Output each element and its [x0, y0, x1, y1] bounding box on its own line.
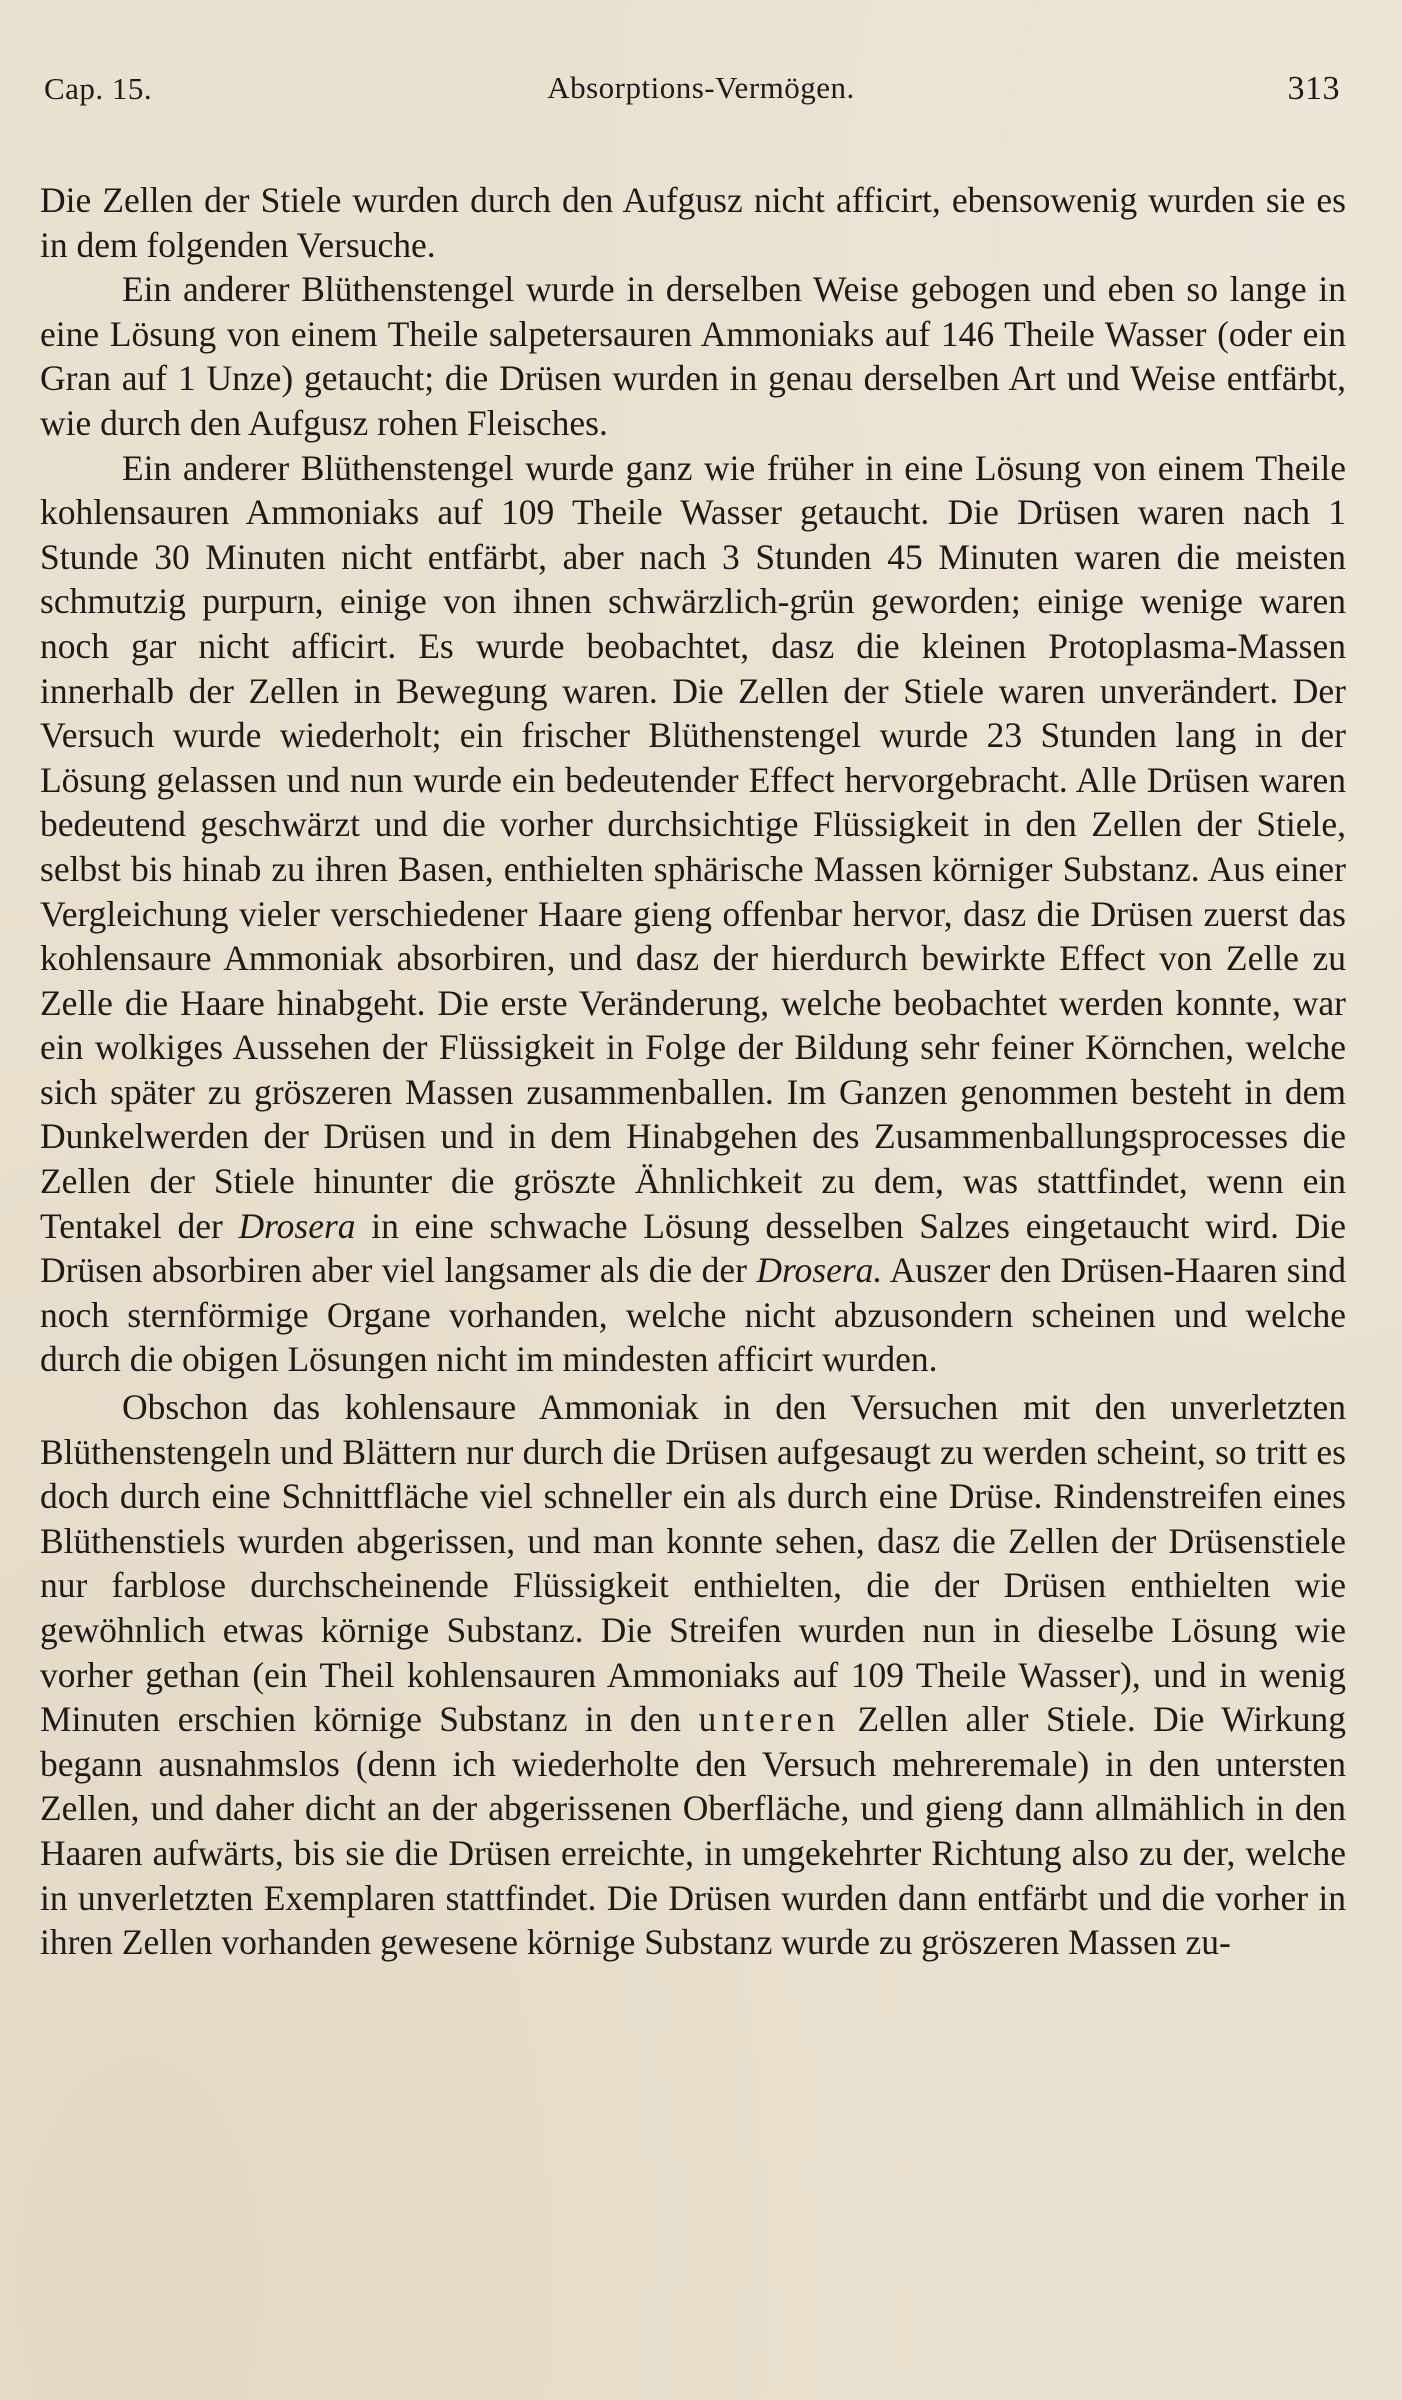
paragraph-4-text-a: Obschon das kohlensaure Ammoniak in den Versuchen mit den unverletzten Blüthenstengeln und Blättern nur durch die Drüsen aufgesaugt zu werden scheint, so tritt es doch durch eine Schnittfläche viel schneller ein als durch eine Drüse. Rindenstreifen eines Blüthenstiels wurden abgerissen, und man konnte sehen, dasz die Zellen der Drüsenstiele nur farblose durchscheinende Flüssigkeit enthielten, die der Drüsen enthielten wie gewöhnlich etwas körnige Substanz. Die Streifen wurden nun in dieselbe Lösung wie vorher gethan (ein Theil kohlensauren Ammoniaks auf 109 Theile Wasser), und in wenig Minuten erschien körnige Substanz in den	[40, 1387, 1346, 1740]
paragraph-3-text-a: Ein anderer Blüthenstengel wurde ganz wie früher in eine Lösung von einem Theile kohlensauren Ammoniaks auf 109 Theile Wasser getaucht. Die Drüsen waren nach 1 Stunde 30 Minuten nicht entfärbt, aber nach 3 Stunden 45 Minuten waren die meisten schmutzig purpurn, einige von ihnen schwärzlich-grün geworden; einige wenige waren noch gar nicht afficirt. Es wurde beobachtet, dasz die kleinen Protoplasma-Massen innerhalb der Zellen in Bewegung waren. Die Zellen der Stiele waren unverändert. Der Versuch wurde wiederholt; ein frischer Blüthenstengel wurde 23 Stunden lang in der Lösung gelassen und nun wurde ein bedeutender Effect hervorgebracht. Alle Drüsen waren bedeutend geschwärzt und die vorher durchsichtige Flüssigkeit in den Zellen der Stiele, selbst bis hinab zu ihren Basen, enthielten sphärische Massen körniger Substanz. Aus einer Vergleichung vieler verschiedener Haare gieng offenbar hervor, dasz die Drüsen zuerst das kohlensaure Ammoniak absorbiren, und dasz der hierdurch bewirkte Effect von Zelle zu Zelle die Haare hinabgeht. Die erste Veränderung, welche beobachtet werden konnte, war ein wolkiges Aussehen der Flüssigkeit in Folge der Bildung sehr feiner Körnchen, welche sich später zu gröszeren Massen zusammenballen. Im Ganzen genommen besteht in dem Dunkelwerden der Drüsen und in dem Hinabgehen des Zusammenballungsprocesses die Zellen der Stiele hinunter die gröszte Ähnlichkeit zu dem, was stattfindet, wenn ein Tentakel der	[40, 447, 1346, 1246]
paragraph-1	[40, 178, 1346, 267]
paragraph-3-text-c: Auszer den Drüsen-Haaren sind noch sternförmige Organe vorhanden, welche nicht abzusondern scheinen und welche durch die obigen Lösungen nicht im mindesten afficirt wurden.	[40, 1250, 1346, 1380]
paragraph-1-text: Die Zellen der Stiele wurden durch den Aufgusz nicht afficirt, ebensowenig wurden sie es in dem folgenden Versuche.	[40, 180, 1346, 265]
paragraph-4	[40, 1385, 1346, 1965]
genus-name-drosera-2: Drosera.	[756, 1250, 883, 1291]
page-number: 313	[1287, 70, 1340, 107]
paragraph-2-text: Ein anderer Blüthenstengel wurde in derselben Weise gebogen und eben so lange in eine Lösung von einem Theile salpetersauren Ammoniaks auf 146 Theile Wasser (oder ein Gran auf 1 Unze) getaucht; die Drüsen wurden in genau derselben Art und Weise entfärbt, wie durch den Aufgusz rohen Fleisches.	[40, 269, 1346, 443]
genus-name-drosera: Drosera	[238, 1205, 356, 1246]
chapter-label: Cap. 15.	[44, 71, 153, 106]
paragraph-3	[40, 446, 1346, 1382]
running-head	[40, 70, 1346, 120]
emphasized-word-unteren: unteren	[698, 1699, 841, 1740]
page-title: Absorptions-Vermögen.	[547, 70, 855, 105]
paragraph-2	[40, 267, 1346, 445]
paragraph-3-text-b: in eine schwache Lösung desselben Salzes eingetaucht wird. Die Drüsen absorbiren aber viel langsamer als die der	[40, 1205, 1347, 1291]
paragraph-4-text-b: Zellen aller Stiele. Die Wirkung begann ausnahmslos (denn ich wiederholte den Versuch mehreremale) in den untersten Zellen, und daher dicht an der abgerissenen Oberfläche, und gieng dann allmählich in den Haaren aufwärts, bis sie die Drüsen erreichte, in umgekehrter Richtung also zu der, welche in unverletzten Exemplaren stattfindet. Die Drüsen wurden dann entfärbt und die vorher in ihren Zellen vorhanden gewesene körnige Substanz wurde zu gröszeren Massen zu-	[40, 1699, 1346, 1963]
body-text	[40, 178, 1346, 1965]
